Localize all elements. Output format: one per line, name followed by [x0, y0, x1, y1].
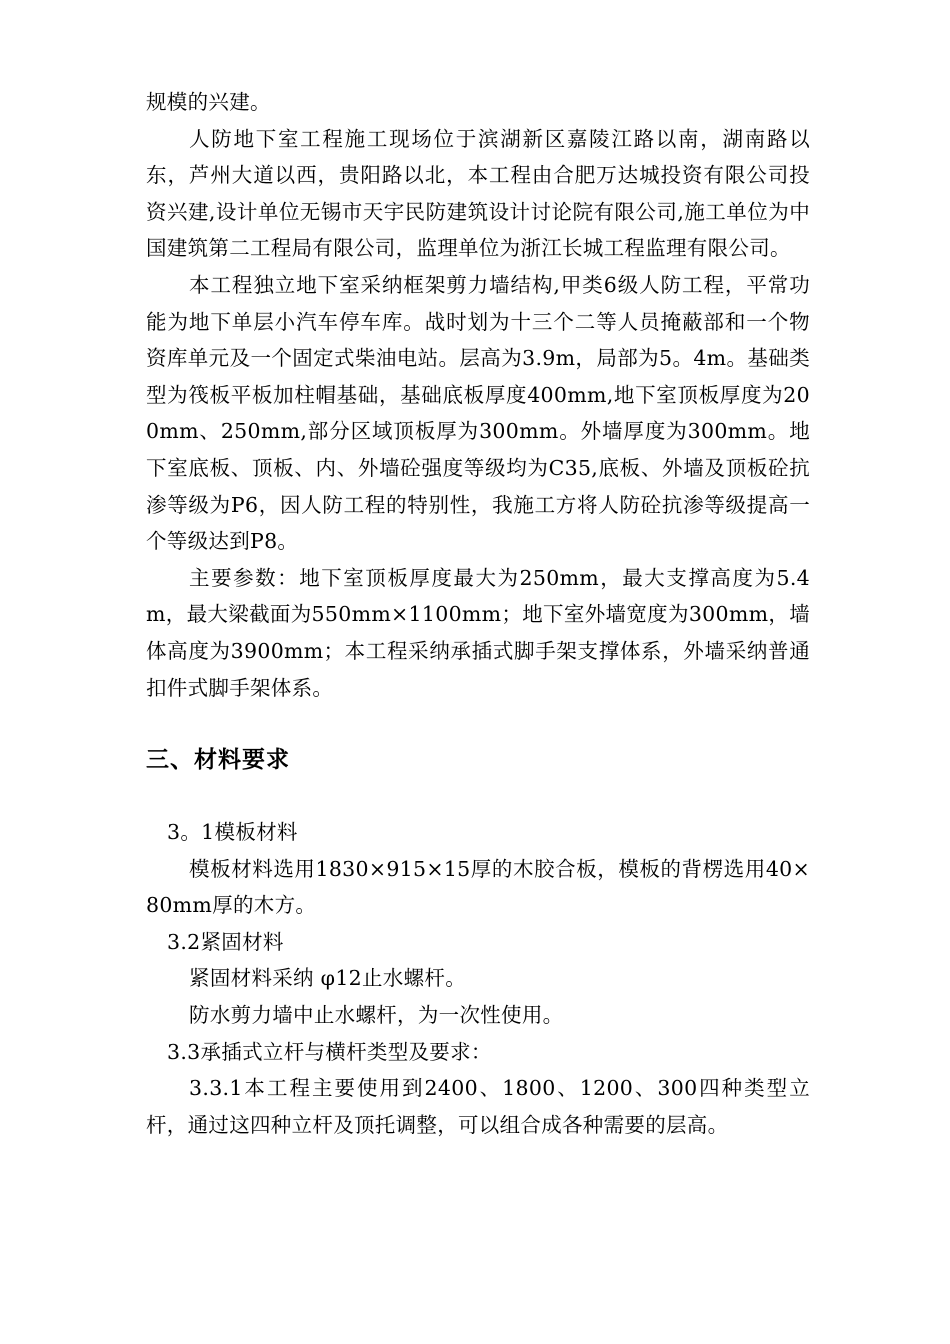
paragraph-project-location: 人防地下室工程施工现场位于滨湖新区嘉陵江路以南，湖南路以东，芦州大道以西，贵阳路以北，本工程由合肥万达城投资有限公司投资兴建,设计单位无锡市天宇民防建筑设计讨论院有限公司,施工单位为中国建筑第二工程局有限公司，监理单位为浙江长城工程监理有限公司。 — [146, 126, 810, 261]
paragraph-continuation: 规模的兴建。 — [146, 90, 271, 114]
paragraph-fastening-material: 紧固材料采纳 φ12止水螺杆。 — [189, 966, 467, 991]
document-body — [146, 84, 810, 1143]
subsection-title-fastening-material: 3.2紧固材料 — [167, 929, 284, 954]
subsection-title-formwork-material: 3。1模板材料 — [167, 820, 298, 845]
paragraph-structure-overview: 本工程独立地下室采纳框架剪力墙结构,甲类6级人防工程，平常功能为地下单层小汽车停车库。战时划为十三个二等人员掩蔽部和一个物资库单元及一个固定式柴油电站。层高为3.9m，局部为5。4m。基础类型为筏板平板加柱帽基础，基础底板厚度400mm,地下室顶板厚度为200mm、250mm,部分区域顶板厚为300mm。外墙厚度为300mm。地下室底板、顶板、内、外墙砼强度等级均为C35,底板、外墙及顶板砼抗渗等级为P6，因人防工程的特别性，我施工方将人防砼抗渗等级提高一个等级达到P8。 — [146, 272, 810, 554]
paragraph-main-parameters: 主要参数：地下室顶板厚度最大为250mm，最大支撑高度为5.4m，最大梁截面为550mm×1100mm；地下室外墙宽度为300mm，墙体高度为3900mm；本工程采纳承插式脚手架支撑体系，外墙采纳普通扣件式脚手架体系。 — [146, 565, 810, 700]
paragraph-water-stop-bolt: 防水剪力墙中止水螺杆，为一次性使用。 — [189, 1003, 564, 1028]
paragraph-formwork-material: 模板材料选用1830×915×15厚的木胶合板，模板的背楞选用40×80mm厚的木方。 — [146, 856, 810, 918]
section-heading-material-requirements: 三、材料要求 — [146, 747, 290, 774]
paragraph-pole-types: 3.3.1本工程主要使用到2400、1800、1200、300四种类型立杆，通过这四种立杆及顶托调整，可以组合成各种需要的层高。 — [146, 1076, 810, 1137]
subsection-title-socket-scaffold: 3.3承插式立杆与横杆类型及要求： — [167, 1039, 492, 1064]
